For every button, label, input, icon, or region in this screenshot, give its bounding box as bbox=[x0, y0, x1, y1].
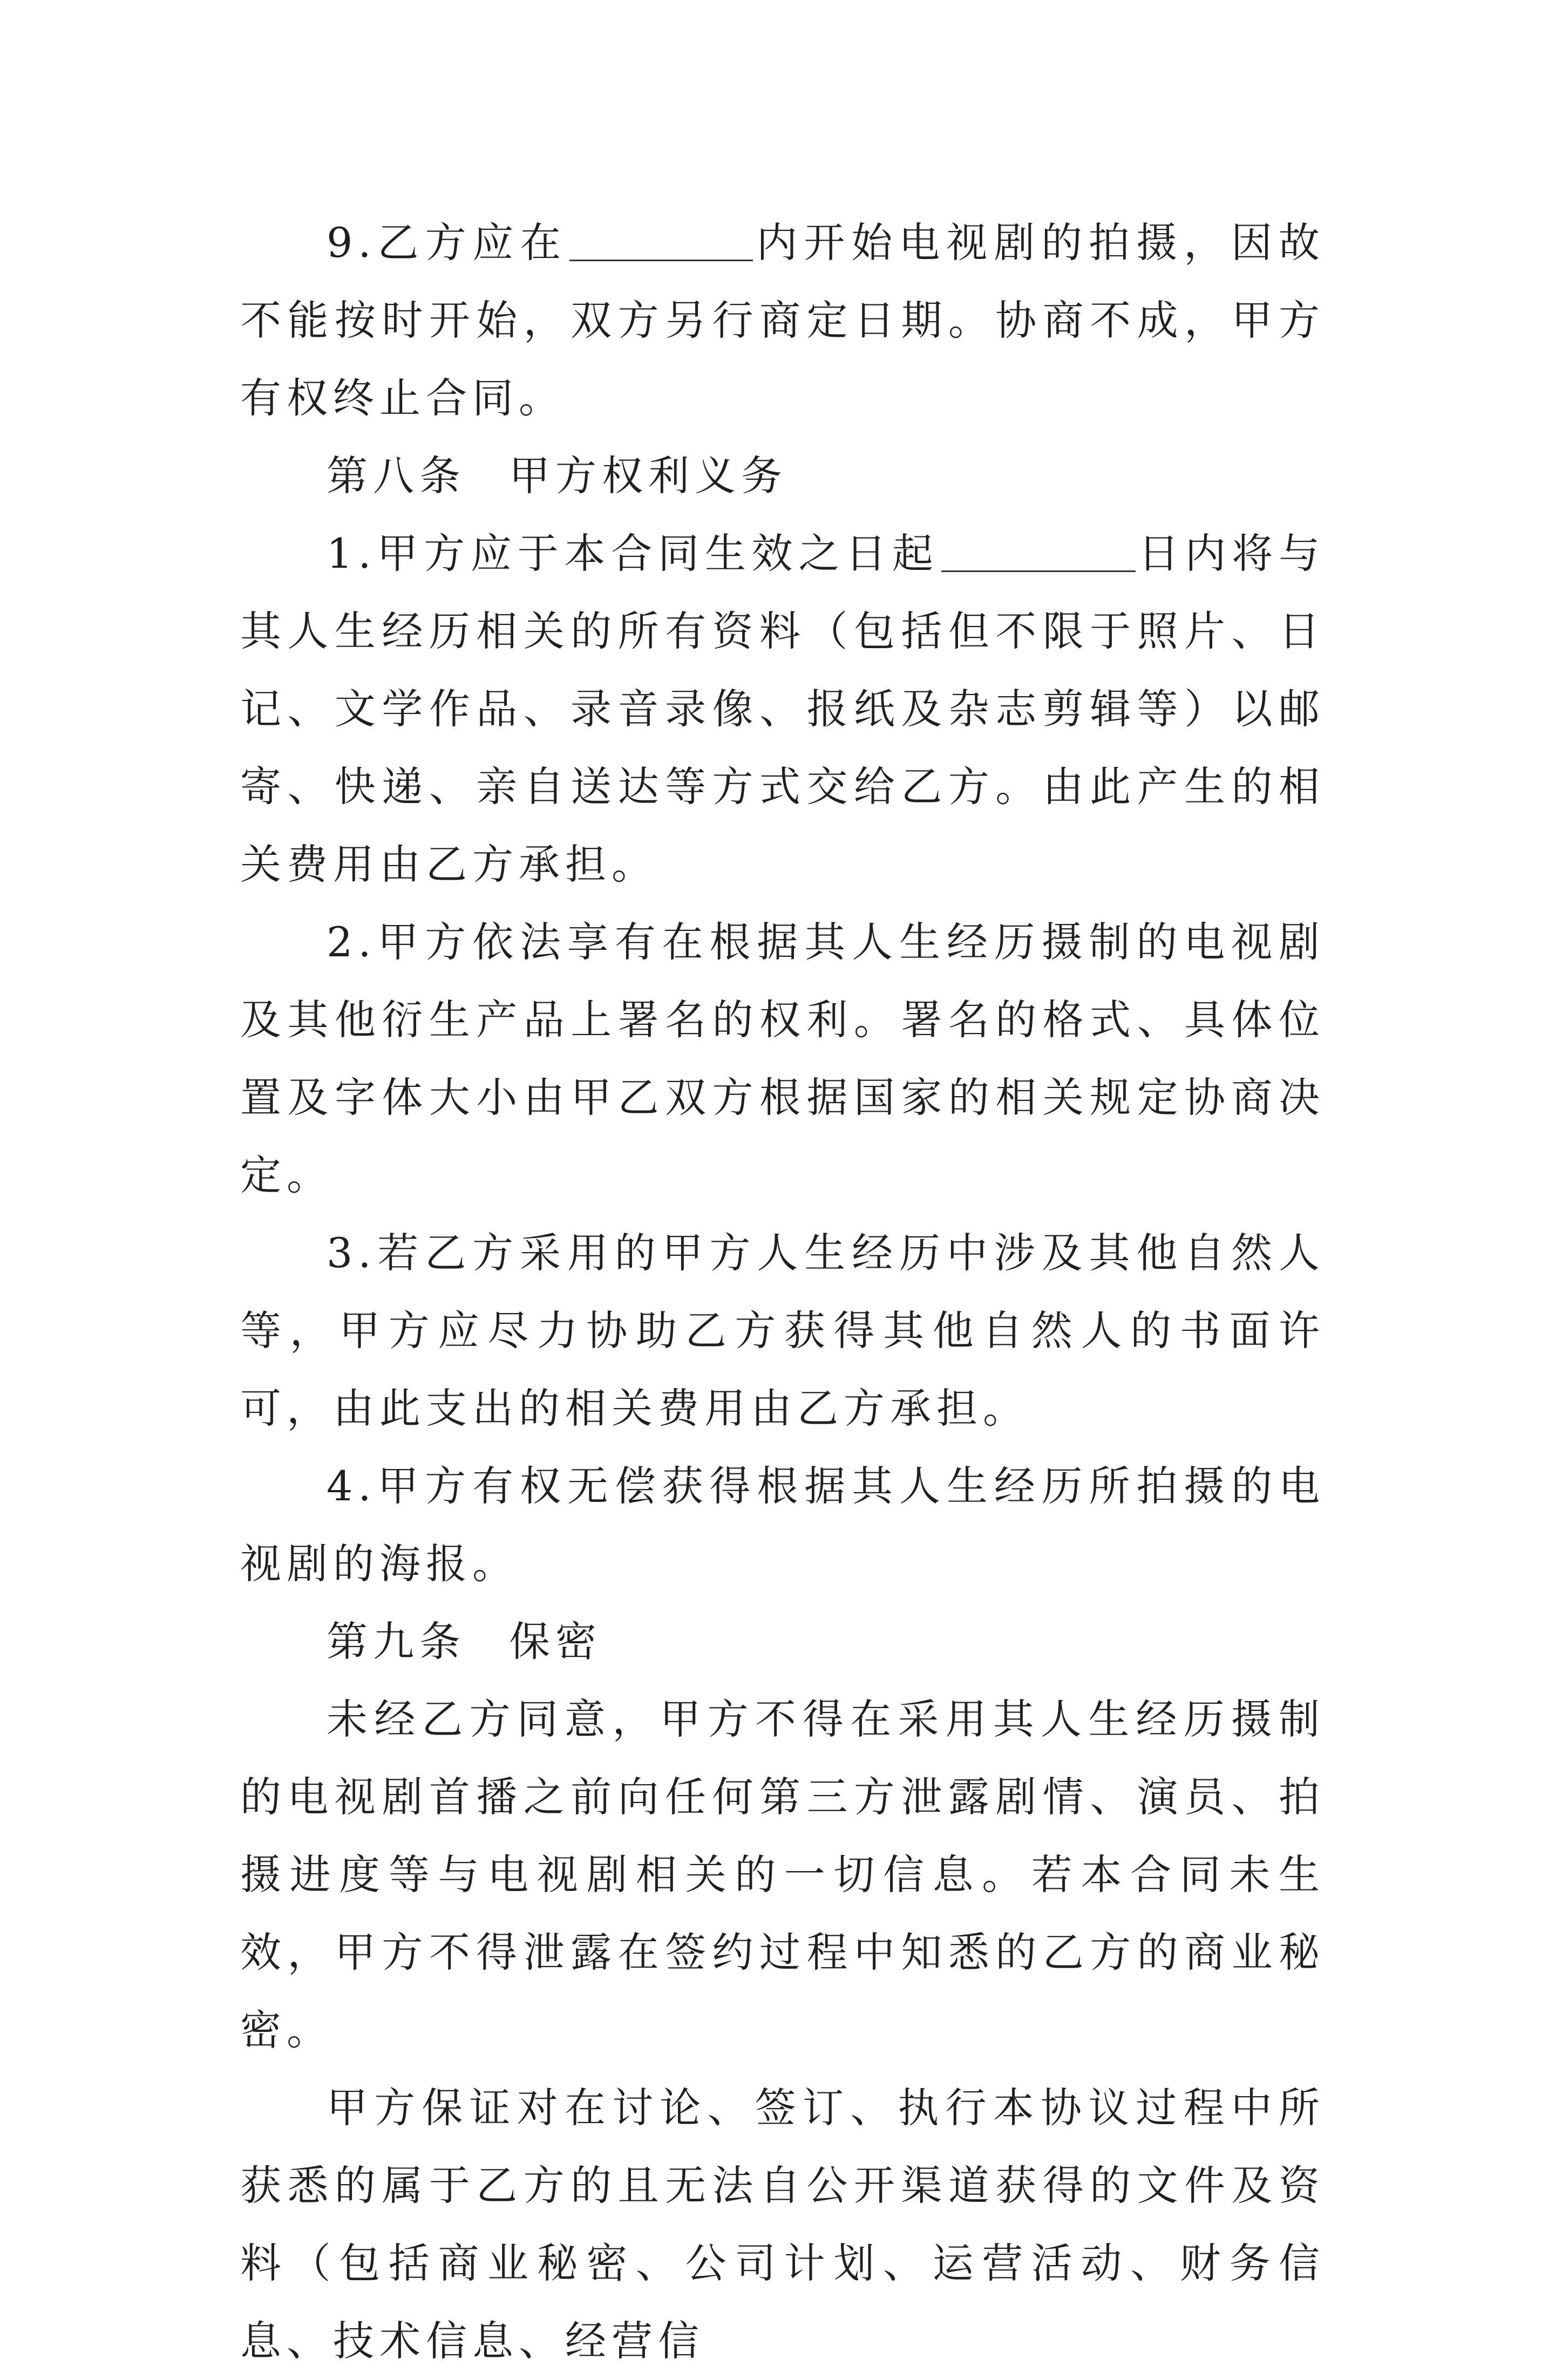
article-9-title: 保密 bbox=[509, 1617, 602, 1665]
article-9-paragraph-2: 甲方保证对在讨论、签订、执行本协议过程中所获悉的属于乙方的且无法自公开渠道获得的文件及资料（包括商业秘密、公司计划、运营活动、财务信息、技术信息、经营信 bbox=[240, 2084, 1325, 2365]
article-8-item-4: 4.甲方有权无偿获得根据其人生经历所拍摄的电视剧的海报。 bbox=[240, 1462, 1325, 1588]
clause-9-text-before: 9.乙方应在 bbox=[327, 219, 568, 267]
article-9-paragraph-1: 未经乙方同意，甲方不得在采用其人生经历摄制的电视剧首播之前向任何第三方泄露剧情、演员、拍摄进度等与电视剧相关的一切信息。若本合同未生效，甲方不得泄露在签约过程中知悉的乙方的商业秘密。 bbox=[240, 1695, 1325, 2054]
article-9-number: 第九条 bbox=[327, 1617, 466, 1665]
article-8-item-3: 3.若乙方采用的甲方人生经历中涉及其他自然人等，甲方应尽力协助乙方获得其他自然人的书面许可，由此支出的相关费用由乙方承担。 bbox=[240, 1229, 1325, 1432]
article-8-item-1 bbox=[240, 515, 1325, 903]
article-8-heading bbox=[240, 437, 1325, 515]
article-8-item-1-after: 日内将与其人生经历相关的所有资料（包括但不限于照片、日记、文学作品、录音录像、报纸及杂志剪辑等）以邮寄、快递、亲自送达等方式交给乙方。由此产生的相关费用由乙方承担。 bbox=[240, 529, 1326, 888]
article-8-item-1-before: 1.甲方应于本合同生效之日起 bbox=[327, 529, 939, 577]
fill-in-blank-start-date bbox=[569, 222, 753, 261]
document-body bbox=[240, 204, 1325, 2380]
fill-in-blank-days bbox=[941, 533, 1136, 572]
article-8-title: 甲方权利义务 bbox=[509, 452, 787, 500]
article-8-item-2: 2.甲方依法享有在根据其人生经历摄制的电视剧及其他衍生产品上署名的权利。署名的格式、具体位置及字体大小由甲乙双方根据国家的相关规定协商决定。 bbox=[240, 918, 1325, 1199]
clause-9-text-after: 内开始电视剧的拍摄，因故不能按时开始，双方另行商定日期。协商不成，甲方有权终止合同。 bbox=[240, 219, 1326, 422]
article-9-heading bbox=[240, 1603, 1325, 1681]
article-8-number: 第八条 bbox=[327, 452, 466, 500]
clause-9-paragraph bbox=[240, 204, 1325, 437]
